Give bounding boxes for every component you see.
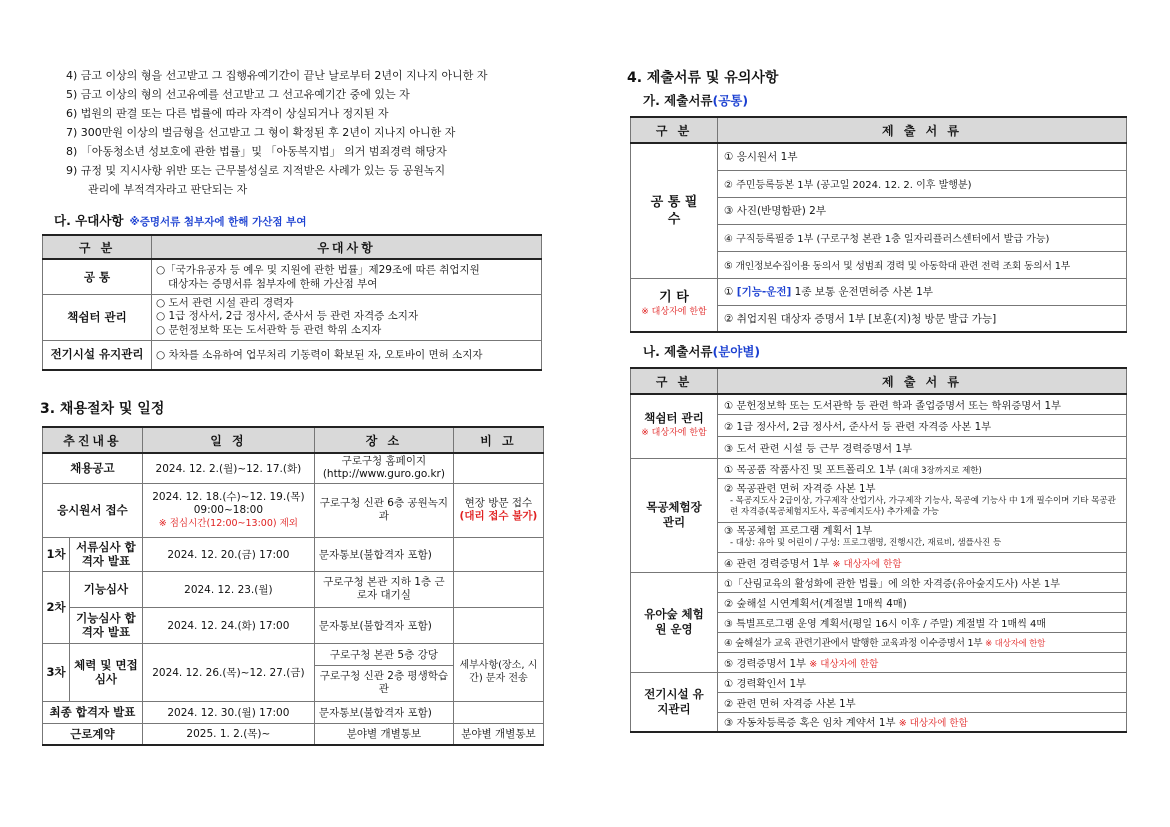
etc-label: 기 타 xyxy=(659,289,689,305)
row-label: 유아숲 체험원 운영 xyxy=(631,572,718,672)
field-docs-table xyxy=(630,367,1127,733)
list-item: 5) 금고 이상의 형의 선고유예를 선고받고 그 선고유예기간 중에 있는 자 xyxy=(66,88,410,101)
note-cell xyxy=(453,571,543,607)
date-cell: 2025. 1. 2.(목)~ xyxy=(142,723,314,745)
stage-label: 3차 xyxy=(43,643,70,701)
field-docs-tag: (분야별) xyxy=(712,344,761,359)
doc-item: ④ 숲해설가 교육 관련기관에서 발행한 교육과정 이수증명서 1부 ※ 대상자에 한함 xyxy=(718,632,1127,652)
col-header: 추진내용 xyxy=(43,427,143,453)
item-line: ③ 목공체험 프로그램 계획서 1부 xyxy=(724,525,873,537)
list-item: 8) 「아동청소년 성보호에 관한 법률」및 「아동복지법」 의거 범죄경력 해당자 xyxy=(66,145,447,158)
row-label: 공 통 xyxy=(43,259,152,294)
table-row xyxy=(43,607,544,643)
item-line: ② 목공관련 면허 자격증 사본 1부 xyxy=(724,482,876,495)
row-label xyxy=(631,278,718,332)
row-label: 전기시설 유지관리 xyxy=(43,340,152,370)
table-row xyxy=(631,394,1127,414)
date-text: 2024. 12. 18.(수)~12. 19.(목) 09:00~18:00 xyxy=(152,490,305,516)
table-row xyxy=(43,537,544,571)
stage-label: 2차 xyxy=(43,571,70,643)
date-cell xyxy=(142,483,314,537)
doc-item: ② 1급 정사서, 2급 정사서, 준사서 등 관련 자격증 사본 1부 xyxy=(718,414,1127,436)
doc-item: ② 관련 면허 자격증 사본 1부 xyxy=(718,692,1127,712)
field-docs-title: 나. 제출서류 xyxy=(643,344,713,359)
doc-item: ⑤ 경력증명서 1부 ※ 대상자에 한함 xyxy=(718,652,1127,672)
schedule-title: 3. 채용절차 및 일정 xyxy=(40,401,165,417)
col-header: 장 소 xyxy=(314,427,453,453)
item: ○ 도서 관련 시설 관리 경력자 xyxy=(156,296,294,309)
stage-label: 1차 xyxy=(43,537,70,571)
table-row xyxy=(631,278,1127,305)
date-cell: 2024. 12. 20.(금) 17:00 xyxy=(142,537,314,571)
row-label: 목공체험장 관리 xyxy=(631,458,718,572)
common-docs-tag: (공통) xyxy=(712,93,749,108)
place-cell: 문자통보(불합격자 포함) xyxy=(314,537,453,571)
doc-item: ② 취업지원 대상자 증명서 1부 [보훈(지)청 방문 발급 가능] xyxy=(718,305,1127,332)
note-cell xyxy=(453,607,543,643)
note-warning: (대리 접수 불가) xyxy=(459,510,538,522)
preference-table xyxy=(42,234,542,371)
preference-heading xyxy=(54,211,306,229)
date-cell: 2024. 12. 26.(목)~12. 27.(금) xyxy=(142,643,314,701)
table-row xyxy=(43,701,544,723)
list-item: 4) 금고 이상의 형을 선고받고 그 집행유예기간이 끝난 날로부터 2년이 지나지 아니한 자 xyxy=(66,69,488,82)
row-label: 기능심사 합격자 발표 xyxy=(70,607,143,643)
table-row xyxy=(43,294,542,340)
table-row xyxy=(43,571,544,607)
date-cell: 2024. 12. 2.(월)~12. 17.(화) xyxy=(142,453,314,483)
col-header: 구 분 xyxy=(43,235,152,259)
table-row xyxy=(43,340,542,370)
date-cell: 2024. 12. 23.(월) xyxy=(142,571,314,607)
col-header: 일 정 xyxy=(142,427,314,453)
item: ○「국가유공자 등 예우 및 지원에 관한 법률」제29조에 따른 취업지원 xyxy=(156,263,480,276)
row-label: 채용공고 xyxy=(43,453,143,483)
etc-note: ※ 대상자에 한함 xyxy=(641,306,707,317)
col-header: 우대사항 xyxy=(152,235,542,259)
row-content xyxy=(152,294,542,340)
doc-item: ① 경력확인서 1부 xyxy=(718,672,1127,692)
place-cell: 문자통보(불합격자 포함) xyxy=(314,701,453,723)
row-label: 체력 및 면접심사 xyxy=(70,643,143,701)
date-cell: 2024. 12. 24.(화) 17:00 xyxy=(142,607,314,643)
row-label xyxy=(631,394,718,458)
col-header: 구 분 xyxy=(631,117,718,143)
doc-item: ① 문헌정보학 또는 도서관학 등 관련 학과 졸업증명서 또는 학위증명서 1부 xyxy=(718,394,1127,414)
place-cell: 문자통보(불합격자 포함) xyxy=(314,607,453,643)
docs-title: 4. 제출서류 및 유의사항 xyxy=(627,70,779,86)
doc-item: ② 주민등록등본 1부 (공고일 2024. 12. 2. 이후 발행분) xyxy=(718,170,1127,197)
common-docs-table xyxy=(630,116,1127,333)
table-row xyxy=(631,143,1127,170)
col-header: 제 출 서 류 xyxy=(718,368,1127,394)
item: ○ 1급 정사서, 2급 정사서, 준사서 등 관련 자격증 소지자 xyxy=(156,310,419,323)
place-cell: 구로구청 신관 2층 평생학습관 xyxy=(314,665,453,701)
row-label: 책쉼터 관리 xyxy=(43,294,152,340)
row-label: 서류심사 합격자 발표 xyxy=(70,537,143,571)
place-cell: 구로구청 본관 5층 강당 xyxy=(314,643,453,665)
table-row xyxy=(43,483,544,537)
row-label: 기능심사 xyxy=(70,571,143,607)
row-label: 응시원서 접수 xyxy=(43,483,143,537)
list-item: 7) 300만원 이상의 벌금형을 선고받고 그 형이 확정된 후 2년이 지나지 아니한 자 xyxy=(66,126,456,139)
table-row xyxy=(631,672,1127,692)
list-item: 관리에 부적격자라고 판단되는 자 xyxy=(88,183,248,196)
book-note: ※ 대상자에 한함 xyxy=(641,428,707,439)
doc-item: ④ 구직등록필증 1부 (구로구청 본관 1층 일자리플러스센터에서 발급 가능) xyxy=(718,224,1127,251)
col-header: 비 고 xyxy=(453,427,543,453)
row-content: ○ 차차를 소유하여 업무처리 기동력이 확보된 자, 오토바이 면허 소지자 xyxy=(152,340,542,370)
table-row xyxy=(43,723,544,745)
note-cell xyxy=(453,483,543,537)
common-docs-title: 가. 제출서류 xyxy=(643,93,713,108)
item: 대상자는 증명서류 첨부자에 한해 가산점 부여 xyxy=(168,277,378,290)
preference-note: ※증명서류 첨부자에 한해 가산점 부여 xyxy=(129,216,307,228)
table-row xyxy=(43,453,544,483)
doc-item: ③ 특별프로그램 운영 계획서(평일 16시 이후 / 주말) 계절별 각 1매씩 4매 xyxy=(718,612,1127,632)
row-label: 근로계약 xyxy=(43,723,143,745)
list-item: 9) 규정 및 지시사항 위반 또는 근무불성실로 지적받은 사례가 있는 등 공원녹지 xyxy=(66,164,446,177)
row-label: 전기시설 유지관리 xyxy=(631,672,718,732)
note-cell: 세부사항(장소, 시간) 문자 전송 xyxy=(453,643,543,701)
doc-item: ① [기능-운전] 1종 보통 운전면허증 사본 1부 xyxy=(718,278,1127,305)
doc-item: ③ 자동차등록증 혹은 임차 계약서 1부 ※ 대상자에 한함 xyxy=(718,712,1127,732)
preference-title: 다. 우대사항 xyxy=(54,213,124,228)
date-cell: 2024. 12. 30.(월) 17:00 xyxy=(142,701,314,723)
place-cell: 구로구청 본관 지하 1층 근로자 대기실 xyxy=(314,571,453,607)
place-cell: 구로구청 신관 6층 공원녹지과 xyxy=(314,483,453,537)
table-row xyxy=(631,458,1127,478)
note-cell: 분야별 개별통보 xyxy=(453,723,543,745)
doc-item: ② 숲해설 시연계획서(계절별 1매씩 4매) xyxy=(718,592,1127,612)
col-header: 제 출 서 류 xyxy=(718,117,1127,143)
book-label: 책쉼터 관리 xyxy=(644,411,704,426)
list-item: 6) 법원의 판결 또는 다른 법률에 따라 자격이 상실되거나 정지된 자 xyxy=(66,107,389,120)
doc-item: ③ 도서 관련 시설 등 근무 경력증명서 1부 xyxy=(718,436,1127,458)
disqualification-list xyxy=(40,66,545,199)
doc-item: ③ 사진(반명함판) 2부 xyxy=(718,197,1127,224)
note-text: 현장 방문 접수 xyxy=(464,497,533,509)
doc-item: ①「산림교육의 활성화에 관한 법률」에 의한 자격증(유아숲지도사) 사본 1부 xyxy=(718,572,1127,592)
table-row xyxy=(43,259,542,294)
row-content xyxy=(152,259,542,294)
doc-item: ① 목공품 작품사진 및 포트폴리오 1부 (최대 3장까지로 제한) xyxy=(718,458,1127,478)
doc-item: ① 응시원서 1부 xyxy=(718,143,1127,170)
field-docs-heading xyxy=(643,342,760,360)
note-cell xyxy=(453,701,543,723)
table-row xyxy=(43,643,544,665)
place-cell: 분야별 개별통보 xyxy=(314,723,453,745)
table-row xyxy=(631,572,1127,592)
doc-item xyxy=(718,522,1127,552)
schedule-table xyxy=(42,426,544,746)
item: ○ 문헌정보학 또는 도서관학 등 관련 학위 소지자 xyxy=(156,323,382,336)
note-cell xyxy=(453,537,543,571)
doc-item: ④ 관련 경력증명서 1부 ※ 대상자에 한함 xyxy=(718,552,1127,572)
item-detail: - 목공지도사 2급이상, 가구제작 산업기사, 가구제작 기능사, 목공예 기능사 中 1개 필수이며 기타 목공관련 자격증(목공체험지도사, 목공예지도사) 추가제출 가능 xyxy=(730,495,1116,517)
row-label: 최종 합격자 발표 xyxy=(43,701,143,723)
note-cell xyxy=(453,453,543,483)
doc-item xyxy=(718,478,1127,522)
col-header: 구 분 xyxy=(631,368,718,394)
common-docs-heading xyxy=(643,91,748,109)
date-note: ※ 점심시간(12:00~13:00) 제외 xyxy=(158,517,298,529)
place-cell: 구로구청 홈페이지 (http://www.guro.go.kr) xyxy=(314,453,453,483)
row-label: 공 통 필 수 xyxy=(631,143,718,278)
item-detail: - 대상: 유아 및 어린이 / 구성: 프로그램명, 진행시간, 재료비, 샘플사진 등 xyxy=(730,538,1002,548)
doc-item: ⑤ 개인정보수집이용 동의서 및 성범죄 경력 및 아동학대 관련 전력 조회 동의서 1부 xyxy=(718,251,1127,278)
